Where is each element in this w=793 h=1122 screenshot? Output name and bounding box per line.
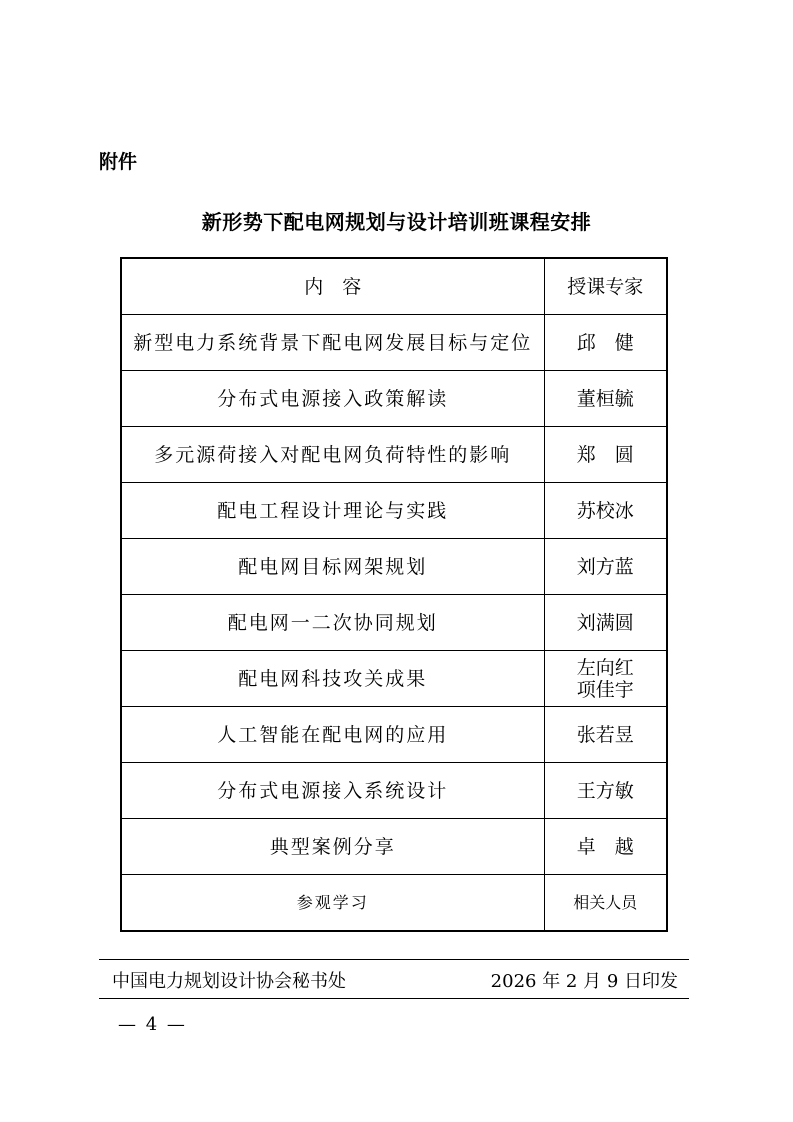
course-schedule-table [120, 257, 668, 932]
expert-name: 项佳宇 [576, 678, 634, 701]
expert-name: 左向红 [576, 656, 634, 679]
expert-name: 苏校冰 [576, 499, 634, 522]
footer-issue-date: 2026 年 2 月 9 日印发 [490, 971, 678, 992]
course-expert [544, 315, 667, 371]
course-expert [544, 819, 667, 875]
course-expert [544, 539, 667, 595]
table-row [121, 763, 667, 819]
course-expert [544, 371, 667, 427]
course-content: 多元源荷接入对配电网负荷特性的影响 [121, 427, 544, 483]
table-row [121, 819, 667, 875]
course-expert [544, 595, 667, 651]
document-title: 新形势下配电网规划与设计培训班课程安排 [201, 210, 592, 234]
course-content: 配电网一二次协同规划 [121, 595, 544, 651]
course-content: 配电网目标网架规划 [121, 539, 544, 595]
table-row [121, 651, 667, 707]
header-content: 内 容 [121, 258, 544, 315]
table-row [121, 539, 667, 595]
course-content: 人工智能在配电网的应用 [121, 707, 544, 763]
table-row [121, 427, 667, 483]
expert-name: 张若昱 [576, 723, 634, 746]
course-expert [544, 427, 667, 483]
expert-name: 董桓毓 [576, 387, 634, 410]
expert-name: 郑 圆 [576, 443, 634, 466]
table-row [121, 483, 667, 539]
course-expert [544, 875, 667, 932]
expert-name: 卓 越 [576, 835, 634, 858]
footer-bottom-rule [99, 998, 689, 999]
course-content: 配电网科技攻关成果 [121, 651, 544, 707]
table-row [121, 595, 667, 651]
header-expert: 授课专家 [544, 258, 667, 315]
course-content: 典型案例分享 [121, 819, 544, 875]
course-expert [544, 483, 667, 539]
course-content: 分布式电源接入系统设计 [121, 763, 544, 819]
course-content: 新型电力系统背景下配电网发展目标与定位 [121, 315, 544, 371]
table-row [121, 371, 667, 427]
table-body [121, 315, 667, 932]
table-header-row [121, 258, 667, 315]
course-content: 参观学习 [121, 875, 544, 932]
course-expert [544, 707, 667, 763]
table-row [121, 875, 667, 932]
expert-name: 相关人员 [573, 892, 638, 912]
footer-top-rule [99, 959, 689, 960]
table-row [121, 707, 667, 763]
table-row [121, 315, 667, 371]
expert-name: 王方敏 [576, 779, 634, 802]
course-expert [544, 651, 667, 707]
expert-name: 刘方蓝 [576, 555, 634, 578]
expert-name: 邱 健 [576, 331, 634, 354]
attachment-label: 附件 [99, 151, 138, 173]
expert-name: 刘满圆 [576, 611, 634, 634]
course-content: 分布式电源接入政策解读 [121, 371, 544, 427]
footer-organization: 中国电力规划设计协会秘书处 [112, 971, 346, 992]
course-content: 配电工程设计理论与实践 [121, 483, 544, 539]
page-number: — 4 — [118, 1014, 187, 1035]
course-expert [544, 763, 667, 819]
